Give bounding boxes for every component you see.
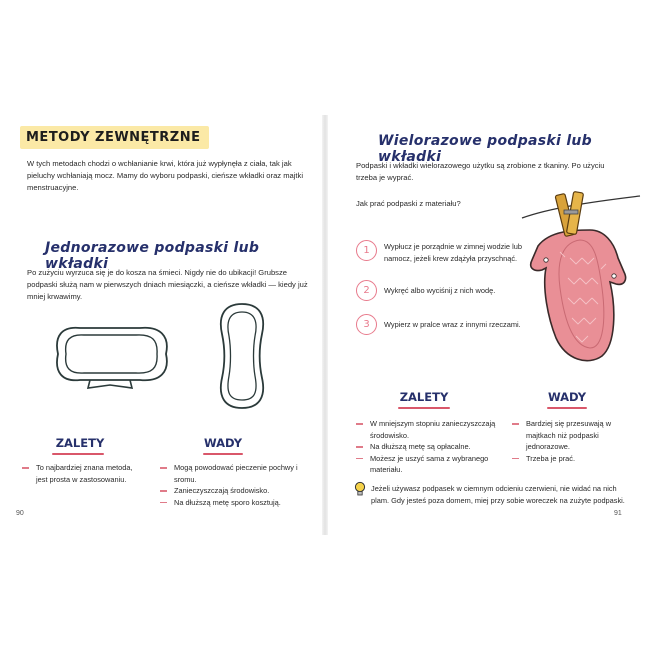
right-cons-list bbox=[512, 418, 632, 464]
left-pros-list bbox=[22, 462, 142, 485]
left-heading: Jednorazowe podpaski lub wkładki bbox=[45, 240, 260, 272]
left-cons-list bbox=[160, 462, 300, 508]
left-cons-underline bbox=[203, 453, 243, 455]
step-1-text: Wypłucz je porządnie w zimnej wodzie lub namocz, jeżeli krew zdążyła przyschnąć. bbox=[384, 242, 522, 263]
step-2-text: Wykręć albo wyciśnij z nich wodę. bbox=[384, 286, 496, 295]
wash-question: Jak prać podpaski z materiału? bbox=[356, 199, 461, 208]
list-item: Mogą powodować pieczenie pochwy i sromu. bbox=[160, 462, 300, 485]
right-heading: Wielorazowe podpaski lub wkładki bbox=[378, 133, 593, 165]
list-item: Bardziej się przesuwają w majtkach niż podpaski jednorazowe. bbox=[512, 418, 632, 453]
right-pros-title: ZALETY bbox=[399, 390, 449, 404]
list-item: Możesz je uszyć sama z wybranego materiału. bbox=[356, 453, 506, 476]
right-cons-underline bbox=[547, 407, 587, 409]
book-spine bbox=[322, 115, 328, 535]
right-page-number: 91 bbox=[614, 510, 622, 517]
left-cons-title: WADY bbox=[203, 436, 243, 450]
left-pros-underline bbox=[52, 453, 104, 455]
list-item: Na dłuższą metę są opłacalne. bbox=[356, 441, 506, 453]
left-intro: W tych metodach chodzi o wchłanianie krwi, która już wypłynęła z ciała, tak jak pieluchy wchłaniają mocz. Mamy do wyboru podpaski, cieńsze wkładki oraz majtki menstruacyjne. bbox=[27, 159, 304, 192]
list-item: W mniejszym stopniu zanieczyszczają środowisko. bbox=[356, 418, 506, 441]
step-number-1: 1 bbox=[356, 240, 377, 261]
step-number-3: 3 bbox=[356, 314, 377, 335]
right-pros-underline bbox=[398, 407, 450, 409]
reusable-pad-on-clothesline-illustration bbox=[520, 188, 642, 373]
list-item: Trzeba je prać. bbox=[512, 453, 632, 465]
list-item: Zanieczyszczają środowisko. bbox=[160, 485, 300, 497]
right-pros-list bbox=[356, 418, 506, 476]
right-intro: Podpaski i wkładki wielorazowego użytku są zrobione z tkaniny. Po użyciu trzeba je wyprać. bbox=[356, 161, 605, 182]
step-number-2: 2 bbox=[356, 280, 377, 301]
left-page-number: 90 bbox=[16, 510, 24, 517]
tip-text: Jeżeli używasz podpasek w ciemnym odcieniu czerwieni, nie widać na nich plam. Gdy jesteś poza domem, miej przy sobie woreczek na zużyte podpaski. bbox=[371, 484, 625, 505]
left-pros-title: ZALETY bbox=[55, 436, 105, 450]
list-item: To najbardziej znana metoda, jest prosta w zastosowaniu. bbox=[22, 462, 142, 485]
lightbulb-icon bbox=[354, 481, 366, 497]
right-cons-title: WADY bbox=[547, 390, 587, 404]
list-item: Na dłuższą metę sporo kosztują. bbox=[160, 497, 300, 509]
left-paragraph: Po zużyciu wyrzuca się je do kosza na śmieci. Nigdy nie do ubikacji! Grubsze podpaski służą nam w pierwszych dniach miesiączki, a cieńsze wkładki — kiedy już mniej krwawimy. bbox=[27, 268, 308, 301]
section-title: METODY ZEWNĘTRZNE bbox=[20, 130, 209, 145]
disposable-pad-with-wings-illustration bbox=[40, 318, 180, 390]
step-3-text: Wypierz w pralce wraz z innymi rzeczami. bbox=[384, 320, 521, 329]
disposable-panty-liner-illustration bbox=[212, 300, 272, 412]
